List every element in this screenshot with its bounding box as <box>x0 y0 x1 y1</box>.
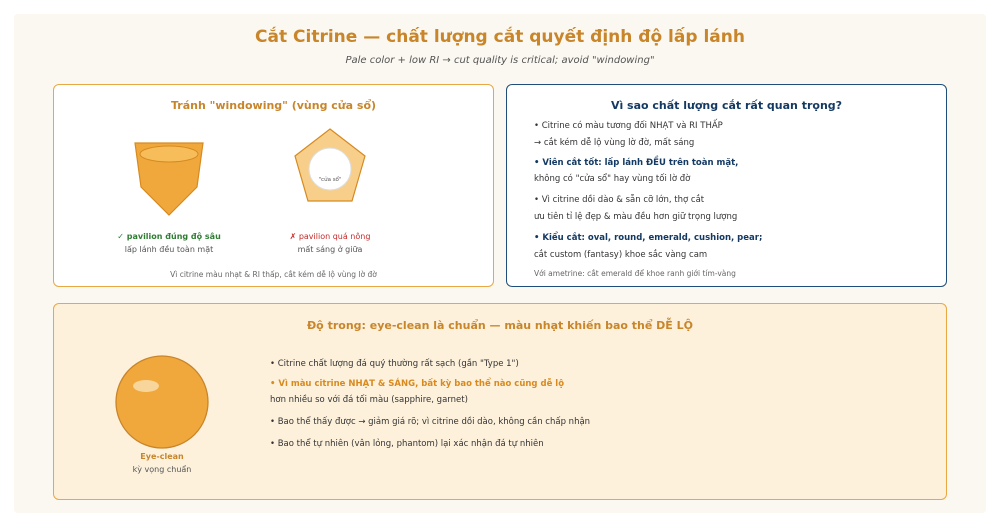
why-line-6: ưu tiên tỉ lệ đẹp & màu đều hơn giữ trọng lượng <box>534 212 738 222</box>
windowing-note: Vì citrine màu nhạt & RI thấp, cắt kém dễ lộ vùng lờ đờ <box>170 270 377 279</box>
clarity-line-1: • Citrine chất lượng đá quý thường rất sạch (gần "Type 1") <box>270 359 519 369</box>
why-cut-panel-title: Vì sao chất lượng cắt rất quan trọng? <box>610 99 843 112</box>
why-cut-panel <box>506 84 947 287</box>
good-cut-table-facet <box>140 146 198 162</box>
window-label: "cửa sổ" <box>318 177 342 183</box>
page-title: Cắt Citrine — chất lượng cắt quyết định độ lấp lánh <box>255 27 745 47</box>
why-line-5: • Vì citrine dồi dào & sẵn cỡ lớn, thợ cắt <box>534 195 705 205</box>
gem-highlight <box>133 380 159 392</box>
why-line-3: • Viên cắt tốt: lấp lánh ĐỀU trên toàn mặt, <box>534 158 739 168</box>
windowing-panel <box>53 84 494 287</box>
why-line-7: • Kiểu cắt: oval, round, emerald, cushion, pear; <box>534 233 763 243</box>
windowing-panel-title: Tránh "windowing" (vùng cửa sổ) <box>170 99 377 112</box>
page-subtitle: Pale color + low RI → cut quality is critical; avoid "windowing" <box>345 55 655 66</box>
bad-cut-label: ✗ pavilion quá nông <box>289 232 371 241</box>
clarity-line-4: • Bao thể thấy được → giảm giá rõ; vì citrine dồi dào, không cần chấp nhận <box>270 417 591 427</box>
good-cut-sub: lấp lánh đều toàn mặt <box>124 245 214 254</box>
why-line-4: không có "cửa sổ" hay vùng tối lờ đờ <box>534 174 691 184</box>
bad-cut-sub: mất sáng ở giữa <box>297 245 363 254</box>
why-line-2: → cắt kém dễ lộ vùng lờ đờ, mất sáng <box>534 138 695 148</box>
infographic-page <box>14 14 986 513</box>
clarity-line-2: • Vì màu citrine NHẠT & SÁNG, bất kỳ bao thể nào cũng dễ lộ <box>270 379 565 389</box>
clarity-line-3: hơn nhiều so với đá tối màu (sapphire, garnet) <box>270 395 468 405</box>
eye-clean-sub: kỳ vọng chuẩn <box>132 465 192 474</box>
good-cut-label: ✓ pavilion đúng độ sâu <box>117 232 221 241</box>
clarity-panel-title: Độ trong: eye-clean là chuẩn — màu nhạt khiến bao thể DỄ LỘ <box>306 319 694 332</box>
why-line-1: • Citrine có màu tương đối NHẠT và RI THẤP <box>534 121 723 131</box>
clarity-line-5: • Bao thể tự nhiên (vân lỏng, phantom) lại xác nhận đá tự nhiên <box>270 439 544 449</box>
clarity-panel <box>53 303 947 500</box>
ametrine-note: Với ametrine: cắt emerald để khoe ranh giới tím-vàng <box>534 269 736 278</box>
eye-clean-label: Eye-clean <box>140 452 184 461</box>
window-area <box>309 148 351 190</box>
gem-comparison-figure <box>54 85 495 288</box>
why-line-8: cắt custom (fantasy) khoe sắc vàng cam <box>534 250 708 260</box>
eye-clean-gem <box>116 356 208 448</box>
